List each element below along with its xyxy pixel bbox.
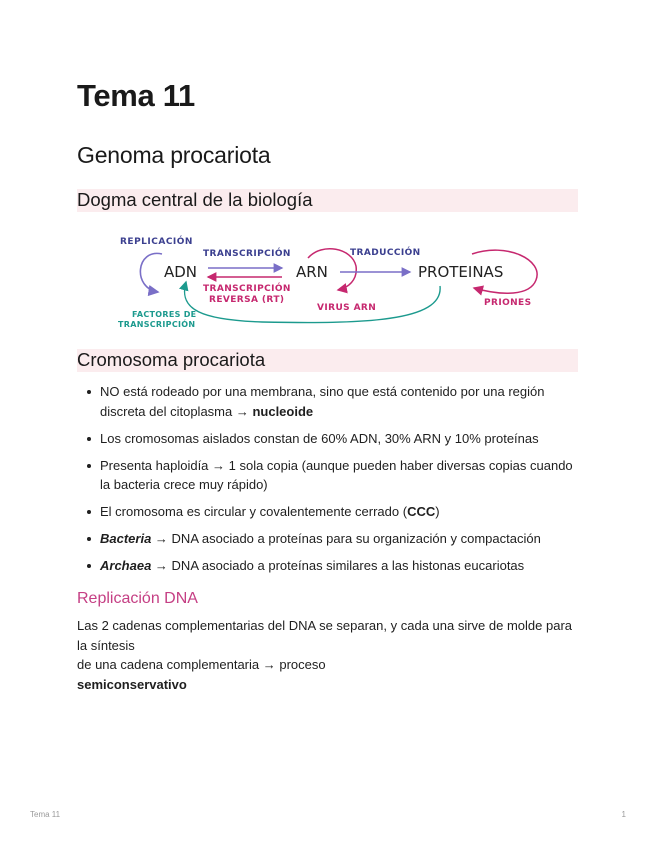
cromosoma-heading <box>77 349 578 372</box>
dogma-heading <box>77 189 578 212</box>
replicacion-heading: Replicación DNA <box>77 590 198 607</box>
replicacion-paragraph: Las 2 cadenas complementarias del DNA se separan, y cada una sirve de molde para la síntesis de una cadena complementaria → proceso semiconservativo <box>77 618 573 692</box>
label-replicacion: REPLICACIÓN <box>120 237 193 247</box>
label-priones: PRIONES <box>484 298 532 308</box>
dogma-heading-text: Dogma central de la biología <box>77 189 313 210</box>
page-title: Tema 11 <box>77 78 195 113</box>
label-transcripcion-reversa-2: REVERSA (RT) <box>209 295 285 305</box>
list-item: Los cromosomas aislados constan de 60% ADN, 30% ARN y 10% proteínas <box>84 429 584 449</box>
page-number: 1 <box>621 810 626 819</box>
list-item: Presenta haploidía → 1 sola copia (aunque pueden haber diversas copias cuando la bacteria crece muy rápido) <box>84 456 584 495</box>
replication-loop <box>140 253 162 292</box>
label-proteinas: PROTEINAS <box>418 263 504 281</box>
label-virus-arn: VIRUS ARN <box>317 303 377 313</box>
label-transcripcion: TRANSCRIPCIÓN <box>203 249 291 259</box>
list-item: El cromosoma es circular y covalentemente cerrado (CCC) <box>84 502 584 522</box>
list-item: Archaea → DNA asociado a proteínas similares a las histonas eucariotas <box>84 556 584 576</box>
label-adn: ADN <box>164 263 198 281</box>
label-factores-2: TRANSCRIPCIÓN <box>118 320 196 329</box>
label-arn: ARN <box>296 263 328 281</box>
central-dogma-diagram <box>112 230 552 333</box>
list-item: Bacteria → DNA asociado a proteínas para su organización y compactación <box>84 529 584 549</box>
section-title: Genoma procariota <box>77 142 271 168</box>
list-item: NO está rodeado por una membrana, sino que está contenido por una región discreta del citoplasma → nucleoide <box>84 382 584 421</box>
label-transcripcion-reversa-1: TRANSCRIPCIÓN <box>203 284 291 294</box>
cromosoma-list <box>84 382 584 583</box>
cromosoma-heading-text: Cromosoma procariota <box>77 349 266 370</box>
label-traduccion: TRADUCCIÓN <box>350 248 421 258</box>
footer-doc-title: Tema 11 <box>30 810 61 819</box>
label-factores-1: FACTORES DE <box>132 310 197 319</box>
